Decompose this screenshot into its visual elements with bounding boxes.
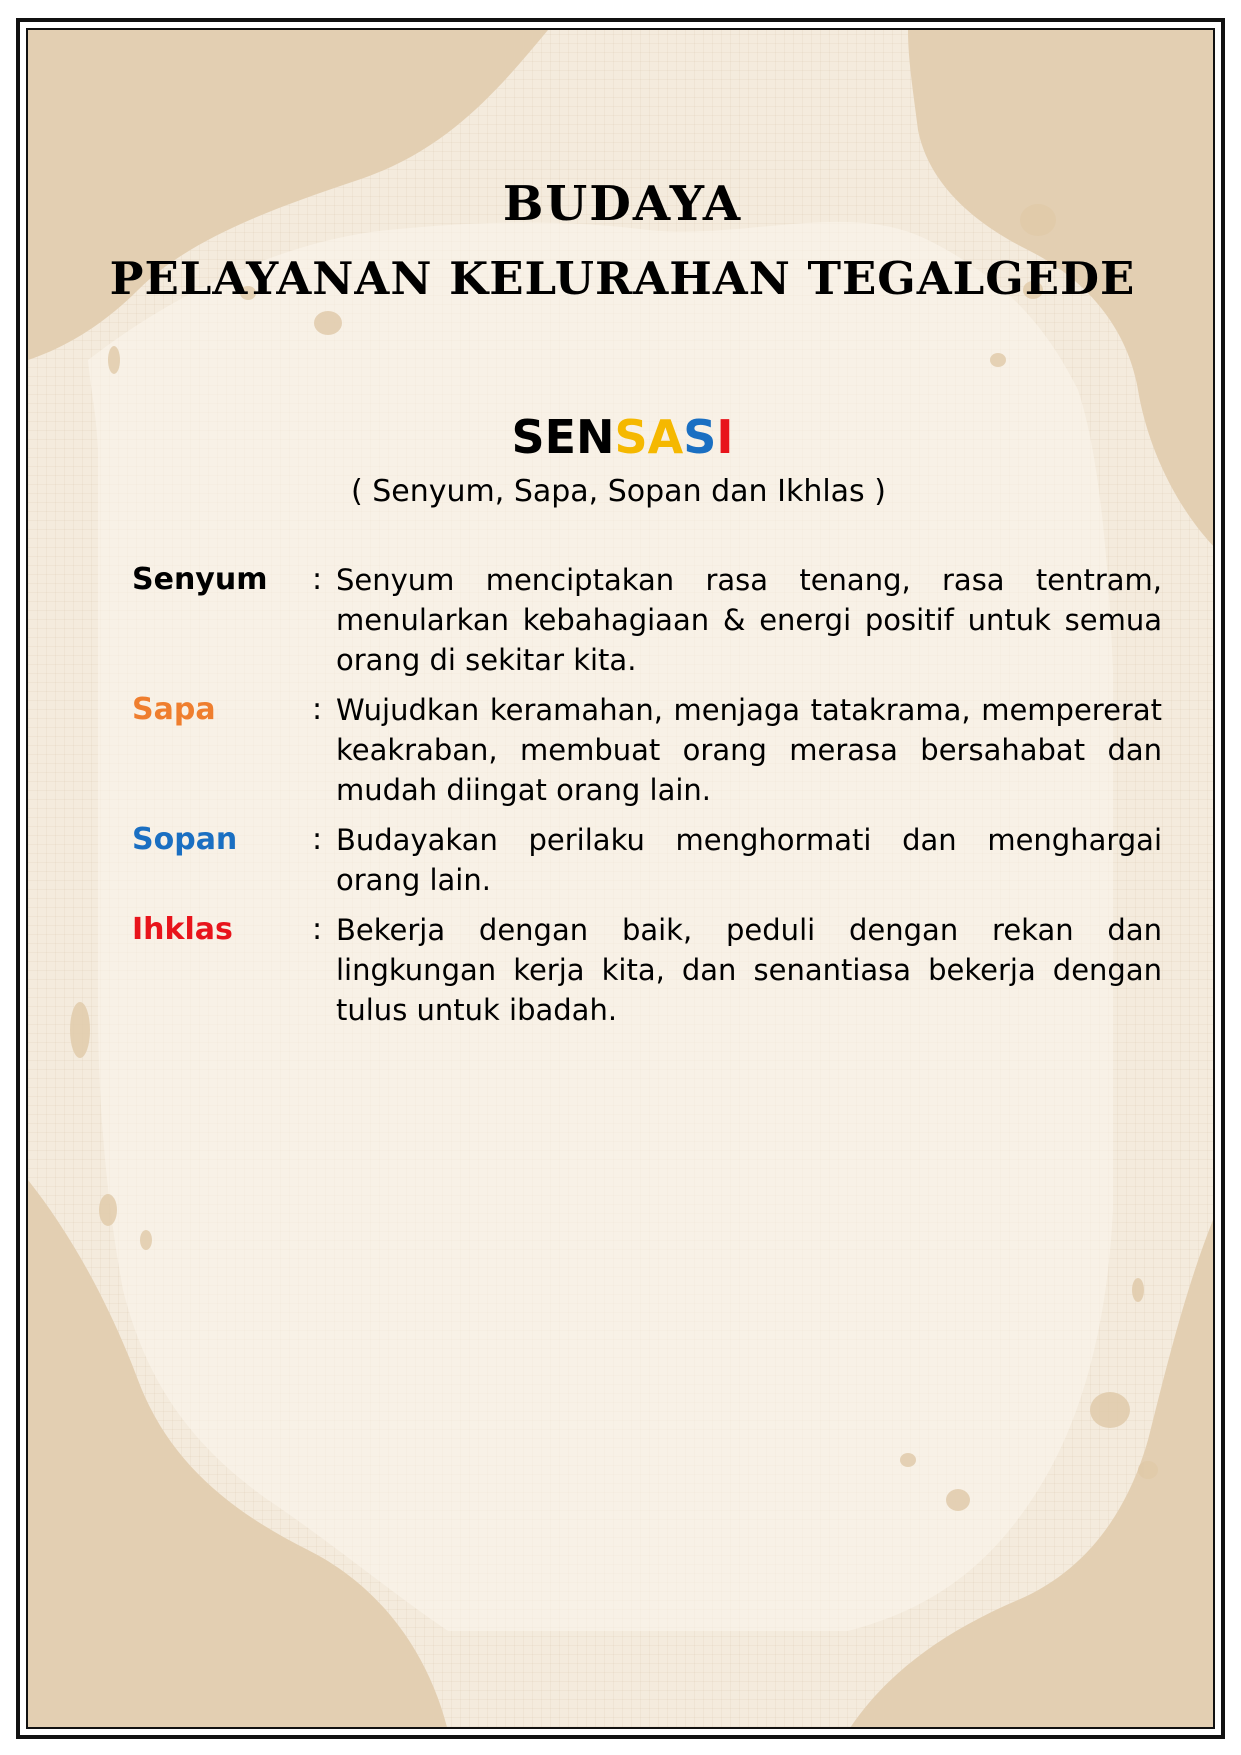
term-row-sopan	[132, 820, 1162, 900]
term-label: Ihklas	[132, 912, 233, 947]
acronym-letter: N	[576, 410, 615, 464]
term-description: Bekerja dengan baik, peduli dengan rekan dan lingkungan kerja kita, dan senantiasa bekerja dengan tulus untuk ibadah.	[336, 913, 1162, 1027]
term-row-ihklas	[132, 910, 1162, 1030]
term-label: Sapa	[132, 692, 216, 727]
term-row-senyum	[132, 560, 1162, 680]
document-content	[28, 30, 1215, 1729]
term-description: Budayakan perilaku menghormati dan menghargai orang lain.	[336, 823, 1162, 897]
acronym-letter: S	[683, 410, 717, 464]
acronym-letter: S	[614, 410, 648, 464]
term-description: Wujudkan keramahan, menjaga tatakrama, mempererat keakraban, membuat orang merasa bersahabat dan mudah diingat orang lain.	[336, 693, 1162, 807]
term-label: Senyum	[132, 562, 268, 597]
term-separator: :	[312, 562, 323, 597]
acronym-letter: E	[544, 410, 577, 464]
acronym-letter: I	[716, 410, 734, 464]
acronym-letter: A	[647, 410, 684, 464]
page-inner-border	[26, 28, 1215, 1729]
document-title: BUDAYA	[502, 176, 743, 232]
acronym-expansion: ( Senyum, Sapa, Sopan dan Ikhlas )	[351, 474, 886, 509]
acronym-letter: S	[511, 410, 545, 464]
acronym-heading	[28, 410, 1215, 464]
term-label: Sopan	[132, 822, 238, 857]
document-subtitle-heading: PELAYANAN KELURAHAN TEGALGEDE	[109, 252, 1136, 305]
term-separator: :	[312, 822, 323, 857]
term-description: Senyum menciptakan rasa tenang, rasa tentram, menularkan kebahagiaan & energi positif untuk semua orang di sekitar kita.	[336, 563, 1162, 677]
term-separator: :	[312, 692, 323, 727]
term-list	[132, 560, 1162, 1040]
term-separator: :	[312, 912, 323, 947]
term-row-sapa	[132, 690, 1162, 810]
